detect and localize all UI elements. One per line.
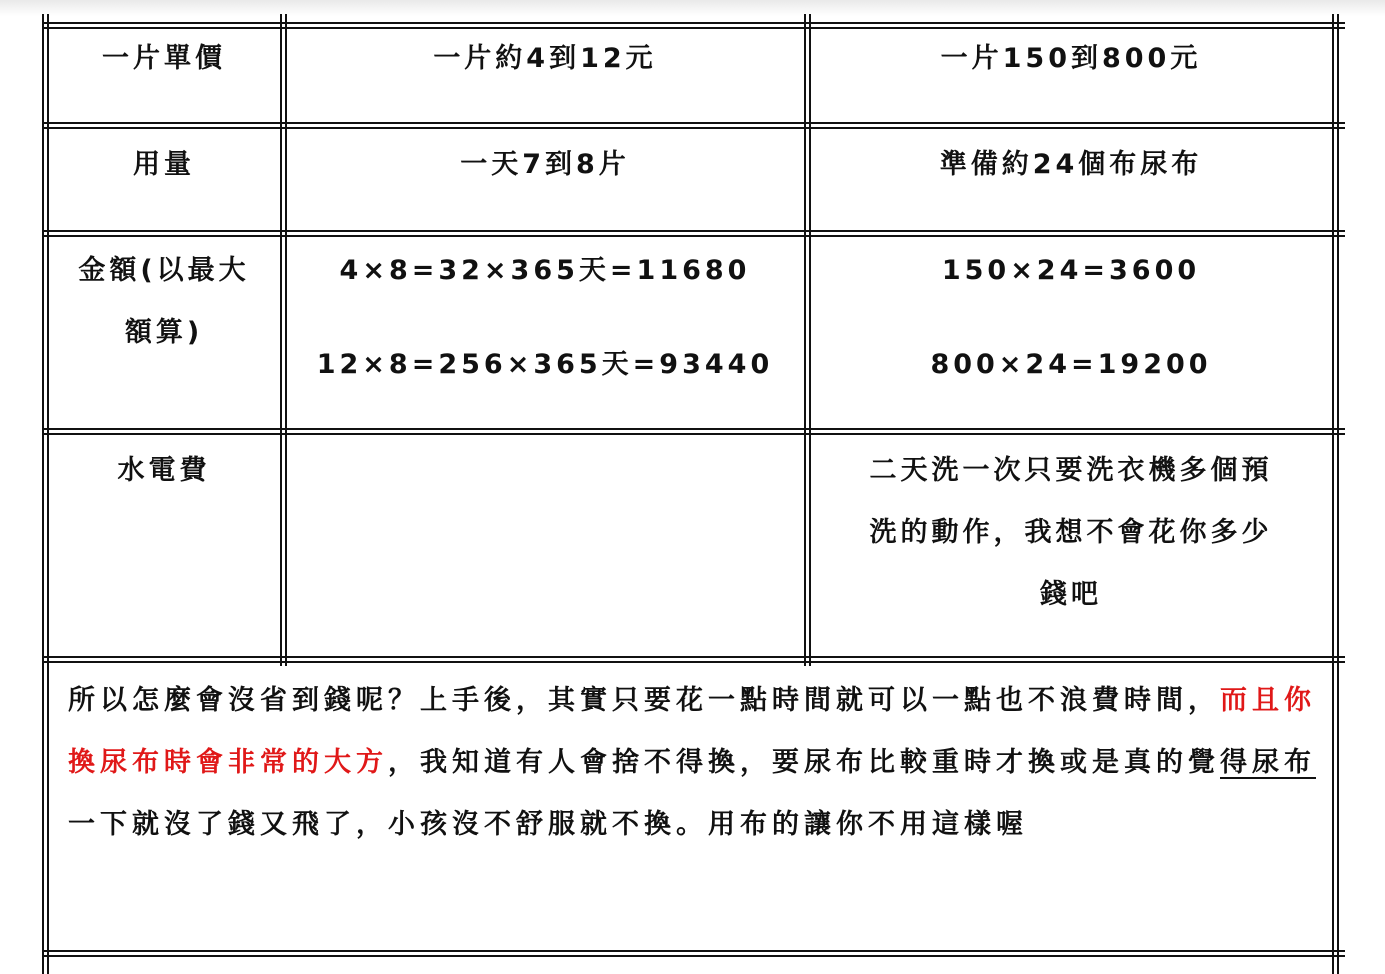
disposable-cell: 一天7到8片 xyxy=(460,149,630,180)
row-divider xyxy=(42,122,1345,129)
text-line: 錢吧 xyxy=(1040,579,1102,610)
cloth-cell: 一片150到800元 xyxy=(940,43,1202,74)
disposable-cell xyxy=(288,240,802,396)
calc-line: 12×8=256×365天=93440 xyxy=(316,349,774,380)
paragraph-text: 所以怎麼會沒省到錢呢？上手後，其實只要花一點時間就可以一點也不浪費時間， xyxy=(68,685,1220,716)
calc-line: 150×24=3600 xyxy=(941,255,1201,286)
row-divider xyxy=(42,950,1345,957)
text-line: 二天洗一次只要洗衣機多個預 xyxy=(869,455,1273,486)
paragraph-text: ，我知道有人會捨不得換，要尿布比較重時才換或是真的覺 xyxy=(388,747,1220,778)
cloth-cell xyxy=(812,240,1330,396)
label-line: 金額(以最大 xyxy=(78,255,250,286)
paragraph-text: 一下就沒了錢又飛了，小孩沒不舒服就不換。用布的讓你不用這樣喔 xyxy=(68,809,1028,840)
highlighted-text: 而且你換尿布時會非常的大方 xyxy=(68,685,1316,778)
row-label: 一片單價 xyxy=(102,43,226,74)
row-divider xyxy=(42,428,1345,435)
table-border-left xyxy=(42,14,49,974)
row-label: 水電費 xyxy=(117,455,211,486)
cloth-cell: 準備約24個布尿布 xyxy=(939,149,1203,180)
table-border-right xyxy=(1332,14,1339,974)
row-label xyxy=(50,240,278,364)
calc-line: 800×24=19200 xyxy=(930,349,1212,380)
row-label: 用量 xyxy=(133,149,195,180)
summary-paragraph xyxy=(68,670,1318,856)
comparison-table xyxy=(42,14,1345,974)
column-divider xyxy=(804,14,811,666)
row-divider xyxy=(42,230,1345,237)
underlined-text: 得尿布 xyxy=(1220,747,1316,778)
label-line: 額算) xyxy=(124,317,204,348)
text-line: 洗的動作，我想不會花你多少 xyxy=(869,517,1273,548)
disposable-cell: 一片約4到12元 xyxy=(433,43,657,74)
row-divider xyxy=(42,656,1345,663)
cloth-cell xyxy=(812,440,1330,626)
calc-line: 4×8=32×365天=11680 xyxy=(339,255,751,286)
column-divider xyxy=(280,14,287,666)
